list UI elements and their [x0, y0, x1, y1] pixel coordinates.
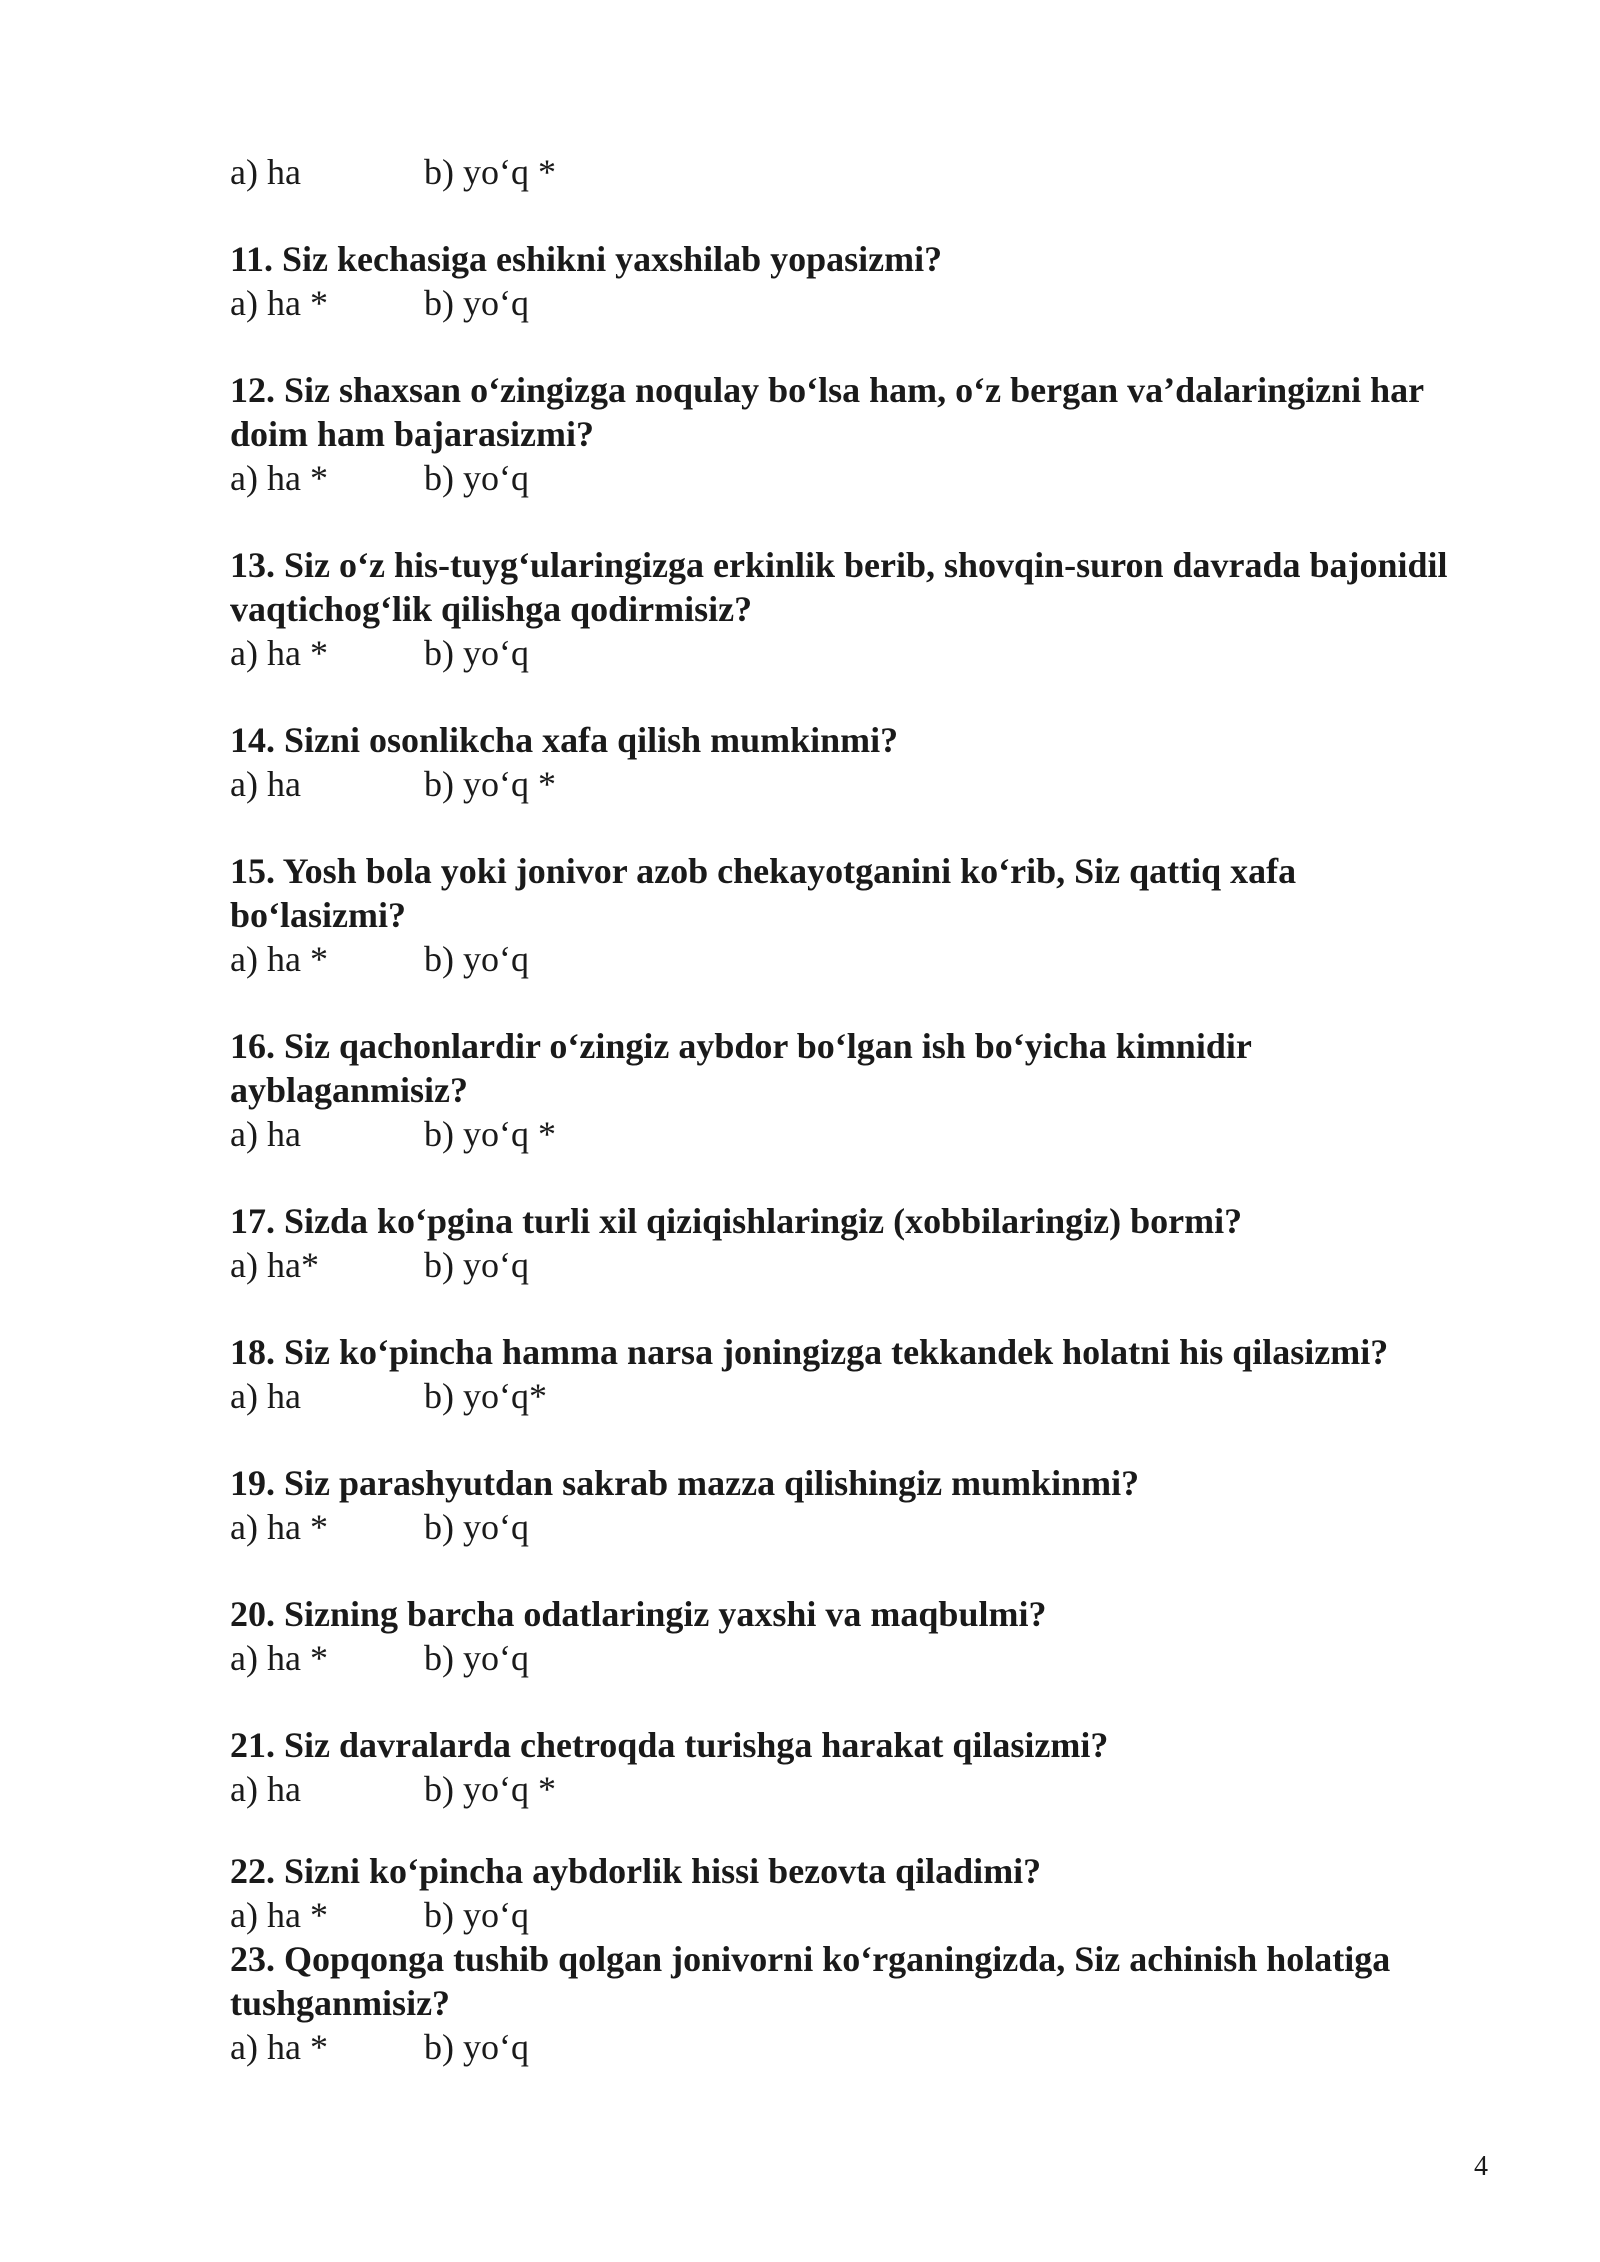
- question-15: [230, 849, 1490, 981]
- question-text: 11. Siz kechasiga eshikni yaxshilab yopasizmi?: [230, 239, 943, 279]
- answer-row: [230, 631, 1490, 675]
- question-text-line-1: 16. Siz qachonlardir o‘zingiz aybdor bo‘lgan ish bo‘yicha kimnidir: [230, 1026, 1252, 1066]
- question-13: [230, 543, 1490, 675]
- question-21: [230, 1723, 1490, 1811]
- answer-a: a) ha *: [230, 1507, 328, 1547]
- question-text-line-2: tushganmisiz?: [230, 1983, 451, 2023]
- question-text-line-1: 12. Siz shaxsan o‘zingizga noqulay bo‘lsa ham, o‘z bergan va’dalaringizni har: [230, 370, 1425, 410]
- question-text-line-2: vaqtichog‘lik qilishga qodirmisiz?: [230, 589, 753, 629]
- answer-b: b) yo‘q *: [424, 1114, 556, 1154]
- answer-b: b) yo‘q *: [424, 764, 556, 804]
- question-text-line-1: 13. Siz o‘z his-tuyg‘ularingizga erkinlik berib, shovqin-suron davrada bajonidil: [230, 545, 1448, 585]
- document-page: [230, 150, 1490, 2069]
- answer-b: b) yo‘q: [424, 1245, 529, 1285]
- question-text: 18. Siz ko‘pincha hamma narsa joningizga tekkandek holatni his qilasizmi?: [230, 1332, 1389, 1372]
- answer-b: b) yo‘q: [424, 283, 529, 323]
- answer-row: [230, 1767, 1490, 1811]
- question-text: 17. Sizda ko‘pgina turli xil qiziqishlaringiz (xobbilaringiz) bormi?: [230, 1201, 1243, 1241]
- answer-row-10: [230, 150, 1490, 194]
- answer-row: [230, 1636, 1490, 1680]
- answer-row: [230, 1112, 1490, 1156]
- question-text-line-2: bo‘lasizmi?: [230, 895, 406, 935]
- question-18: [230, 1330, 1490, 1418]
- answer-b: b) yo‘q *: [424, 1769, 556, 1809]
- answer-b: b) yo‘q: [424, 1638, 529, 1678]
- answer-a: a) ha *: [230, 2027, 328, 2067]
- question-12: [230, 368, 1490, 500]
- question-text: 20. Sizning barcha odatlaringiz yaxshi va maqbulmi?: [230, 1594, 1047, 1634]
- answer-row: [230, 1893, 1490, 1937]
- answer-a: a) ha *: [230, 1895, 328, 1935]
- answer-a: a) ha *: [230, 283, 328, 323]
- question-19: [230, 1461, 1490, 1549]
- question-text-line-2: doim ham bajarasizmi?: [230, 414, 594, 454]
- answer-a: a) ha: [230, 764, 301, 804]
- question-text: 19. Siz parashyutdan sakrab mazza qilishingiz mumkinmi?: [230, 1463, 1140, 1503]
- question-14: [230, 718, 1490, 806]
- answer-b: b) yo‘q: [424, 2027, 529, 2067]
- answer-row: [230, 937, 1490, 981]
- answer-a: a) ha *: [230, 458, 328, 498]
- question-22: [230, 1849, 1490, 1937]
- answer-a: a) ha *: [230, 939, 328, 979]
- question-16: [230, 1024, 1490, 1156]
- answer-b: b) yo‘q: [424, 1895, 529, 1935]
- answer-a: a) ha: [230, 152, 301, 192]
- answer-b: b) yo‘q: [424, 633, 529, 673]
- answer-row: [230, 456, 1490, 500]
- answer-a: a) ha: [230, 1769, 301, 1809]
- question-text: 22. Sizni ko‘pincha aybdorlik hissi bezovta qiladimi?: [230, 1851, 1042, 1891]
- question-text-line-1: 23. Qopqonga tushib qolgan jonivorni ko‘rganingizda, Siz achinish holatiga: [230, 1939, 1391, 1979]
- question-text: 14. Sizni osonlikcha xafa qilish mumkinmi?: [230, 720, 899, 760]
- page-number: 4: [1474, 2151, 1488, 2182]
- answer-b: b) yo‘q*: [424, 1376, 547, 1416]
- answer-row: [230, 1243, 1490, 1287]
- answer-a: a) ha *: [230, 633, 328, 673]
- answer-b: b) yo‘q: [424, 939, 529, 979]
- answer-b: b) yo‘q: [424, 458, 529, 498]
- question-23: [230, 1937, 1490, 2069]
- answer-row: [230, 762, 1490, 806]
- question-11: [230, 237, 1490, 325]
- answer-row: [230, 1505, 1490, 1549]
- answer-a: a) ha *: [230, 1638, 328, 1678]
- answer-a: a) ha: [230, 1376, 301, 1416]
- answer-row: [230, 2025, 1490, 2069]
- question-text: 21. Siz davralarda chetroqda turishga harakat qilasizmi?: [230, 1725, 1109, 1765]
- answer-row: [230, 281, 1490, 325]
- answer-a: a) ha*: [230, 1245, 319, 1285]
- answer-row: [230, 1374, 1490, 1418]
- question-17: [230, 1199, 1490, 1287]
- question-20: [230, 1592, 1490, 1680]
- answer-b: b) yo‘q *: [424, 152, 556, 192]
- question-text-line-1: 15. Yosh bola yoki jonivor azob chekayotganini ko‘rib, Siz qattiq xafa: [230, 851, 1297, 891]
- answer-b: b) yo‘q: [424, 1507, 529, 1547]
- question-text-line-2: ayblaganmisiz?: [230, 1070, 469, 1110]
- answer-a: a) ha: [230, 1114, 301, 1154]
